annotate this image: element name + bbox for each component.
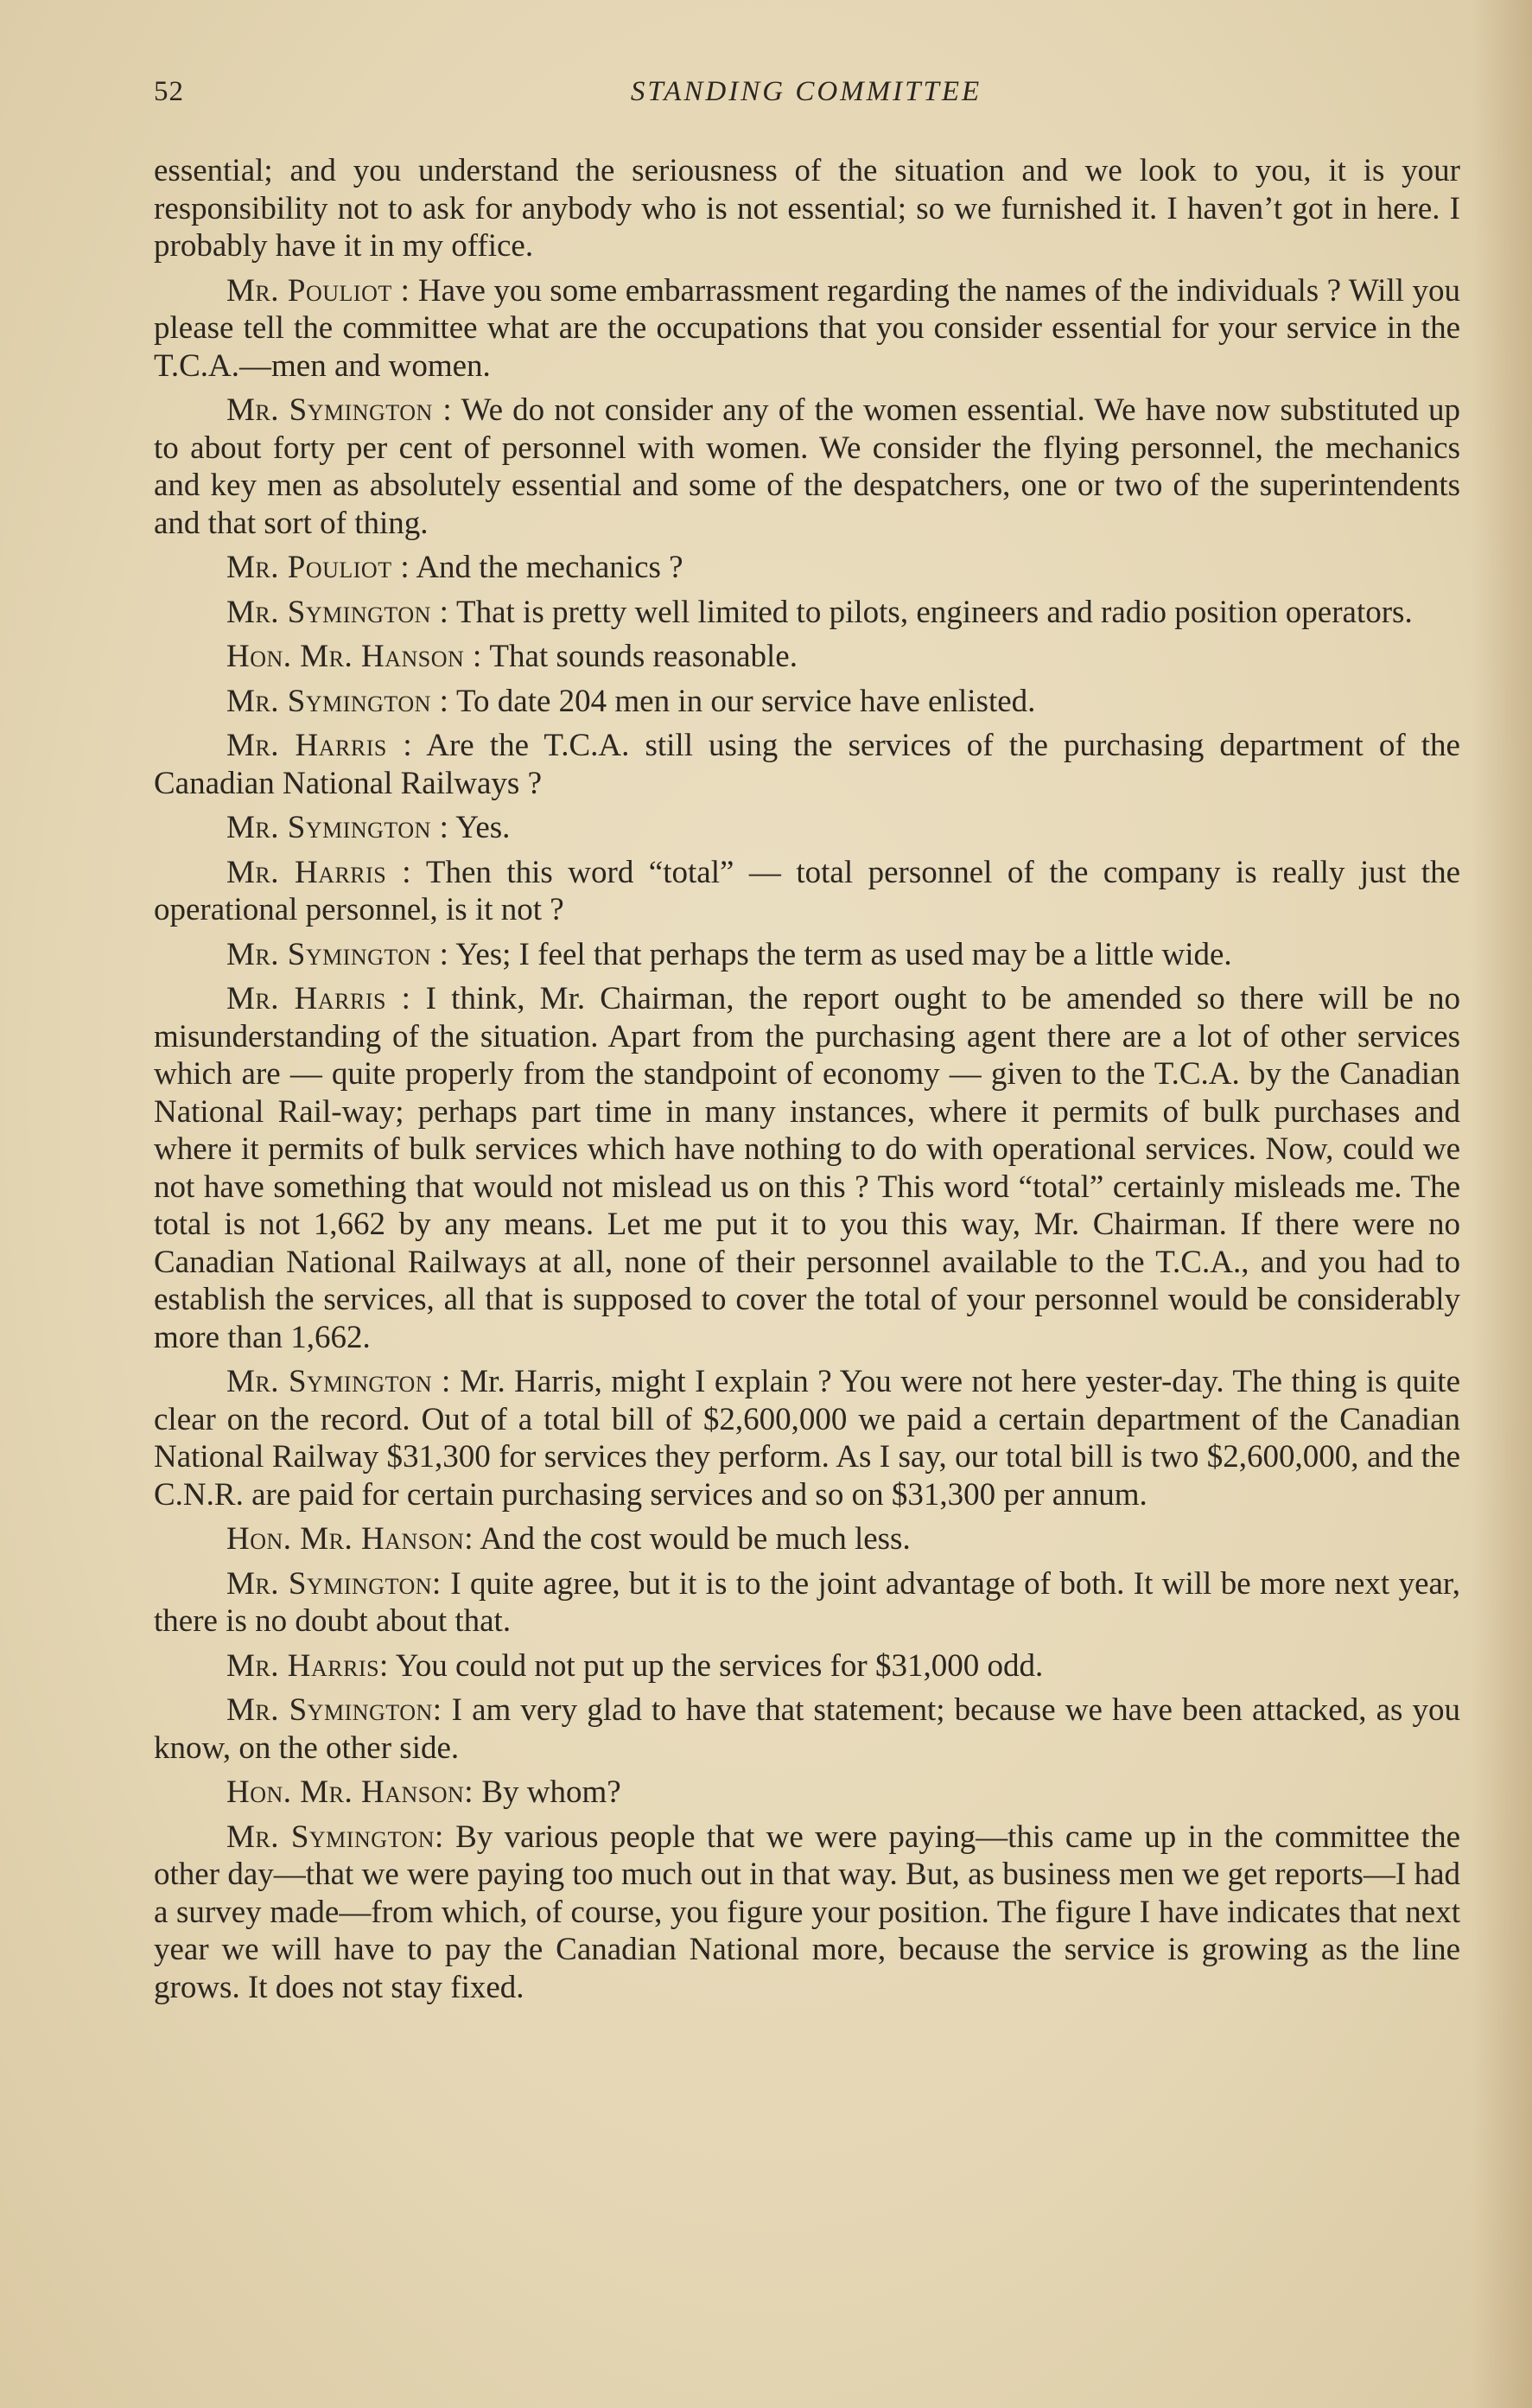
paragraph-text: Yes; I feel that perhaps the term as used may be a little wide. [448,936,1232,972]
speaker-name: Mr. Symington : [226,594,449,630]
speaker-name: Mr. Symington : [226,392,453,428]
paragraph-text: To date 204 men in our service have enlisted. [448,683,1036,719]
paragraph [154,1819,1460,2007]
paragraph-text: By whom? [474,1774,621,1810]
paragraph [154,392,1460,542]
paragraph-text: I quite agree, but it is to the joint advantage of both. It will be more next year, there is no doubt about that. [154,1565,1461,1639]
paragraph-text: And the mechanics ? [410,550,683,585]
paragraph [154,1691,1460,1767]
paragraph-text: essential; and you understand the seriousness of the situation and we look to you, it is your responsibility not to ask for anybody who is not essential; so we furnished it. I haven’t got in here. I probably have it in my office. [154,153,1460,264]
paragraph-text: We do not consider any of the women essential. We have now substituted up to about forty per cent of personnel with women. We consider the flying personnel, the mechanics and key men as absolutely essential and some of the despatchers, one or two of the superintendents and that sort of thing. [154,392,1460,541]
paragraph [154,809,1460,847]
speaker-name: Hon. Mr. Hanson : [226,639,482,674]
speaker-name: Mr. Symington: [226,1819,444,1855]
paragraph [154,936,1460,974]
speaker-name: Mr. Pouliot : [226,272,410,309]
speaker-name: Mr. Harris : [226,728,413,763]
paragraph [154,1565,1460,1640]
paragraph [154,727,1460,802]
paragraph [154,549,1460,587]
page-header [154,76,1459,119]
paragraph-text: Are the T.C.A. still using the services of the purchasing department of the Canadian National Railways ? [154,728,1460,801]
speaker-name: Mr. Symington : [226,810,449,845]
speaker-name: Mr. Symington: [226,1692,442,1728]
speaker-name: Hon. Mr. Hanson: [226,1774,474,1810]
paragraph [154,152,1460,265]
paragraph [154,1647,1460,1685]
speaker-name: Mr. Symington: [226,1565,442,1602]
paragraph-text: Then this word “total” — total personnel of the company is really just the operational personnel, is it not ? [154,854,1460,927]
running-title: STANDING COMMITTEE [630,76,982,107]
paragraph-text: Mr. Harris, might I explain ? You were not here yester-day. The thing is quite clear on the record. Out of a total bill of $2,600,000 we paid a certain department of the Canadian National Railway $31,300 for services they perform. As I say, our total bill is two $2,600,000, and the C.N.R. are paid for certain purchasing services and so on $31,300 per annum. [154,1364,1460,1513]
transcript-body [154,152,1460,2013]
page-edge-shadow [1472,0,1532,2408]
paragraph-text: You could not put up the services for $31,000 odd. [388,1647,1044,1684]
speaker-name: Mr. Harris: [226,1647,389,1684]
paragraph-text: I think, Mr. Chairman, the report ought to be amended so there will be no misunderstanding of the situation. Apart from the purchasing agent there are a lot of other services which are — quite properly from the standpoint of economy — given to the T.C.A. by the Canadian National Rail-way; perhaps part time in many instances, where it permits of bulk purchases and where it permits of bulk services which have nothing to do with operational services. Now, could we not have something that would not mislead us on this ? This word “total” certainly misleads me. The total is not 1,662 by any means. Let me put it to you this way, Mr. Chairman. If there were no Canadian National Railways at all, none of their personnel available to the T.C.A., and you had to establish the services, all that is supposed to cover the total of your personnel would be considerably more than 1,662. [154,981,1460,1355]
paragraph-text: That sounds reasonable. [481,639,798,674]
paragraph [154,980,1460,1356]
speaker-name: Mr. Symington : [226,936,449,972]
paragraph-text: By various people that we were paying—this came up in the committee the other day—that we were paying too much out in that way. But, as business men we get reports—I had a survey made—from which, of course, you figure your position. The figure I have indicates that next year we will have to pay the Canadian National more, because the service is growing as the line grows. It does not stay fixed. [154,1819,1460,2005]
paragraph-text: Have you some embarrassment regarding the names of the individuals ? Will you please tell the committee what are the occupations that you consider essential for your service in the T.C.A.—men and women. [154,272,1460,384]
paragraph [154,638,1460,676]
paragraph [154,854,1460,929]
paragraph [154,683,1460,721]
speaker-name: Mr. Harris : [226,854,412,890]
paragraph [154,1774,1460,1812]
paragraph-text: I am very glad to have that statement; because we have been attacked, as you know, on the other side. [154,1692,1460,1766]
paragraph-text: That is pretty well limited to pilots, engineers and radio position operators. [448,594,1413,630]
speaker-name: Mr. Harris : [226,981,411,1016]
speaker-name: Mr. Pouliot : [226,550,410,585]
paragraph [154,1520,1460,1558]
speaker-name: Mr. Symington : [226,683,449,719]
paragraph-text: And the cost would be much less. [474,1521,911,1557]
paragraph [154,1363,1460,1513]
paragraph [154,272,1460,385]
page-number: 52 [154,76,184,107]
paragraph [154,594,1460,632]
speaker-name: Hon. Mr. Hanson: [226,1521,474,1557]
speaker-name: Mr. Symington : [226,1364,451,1399]
paragraph-text: Yes. [448,810,511,845]
